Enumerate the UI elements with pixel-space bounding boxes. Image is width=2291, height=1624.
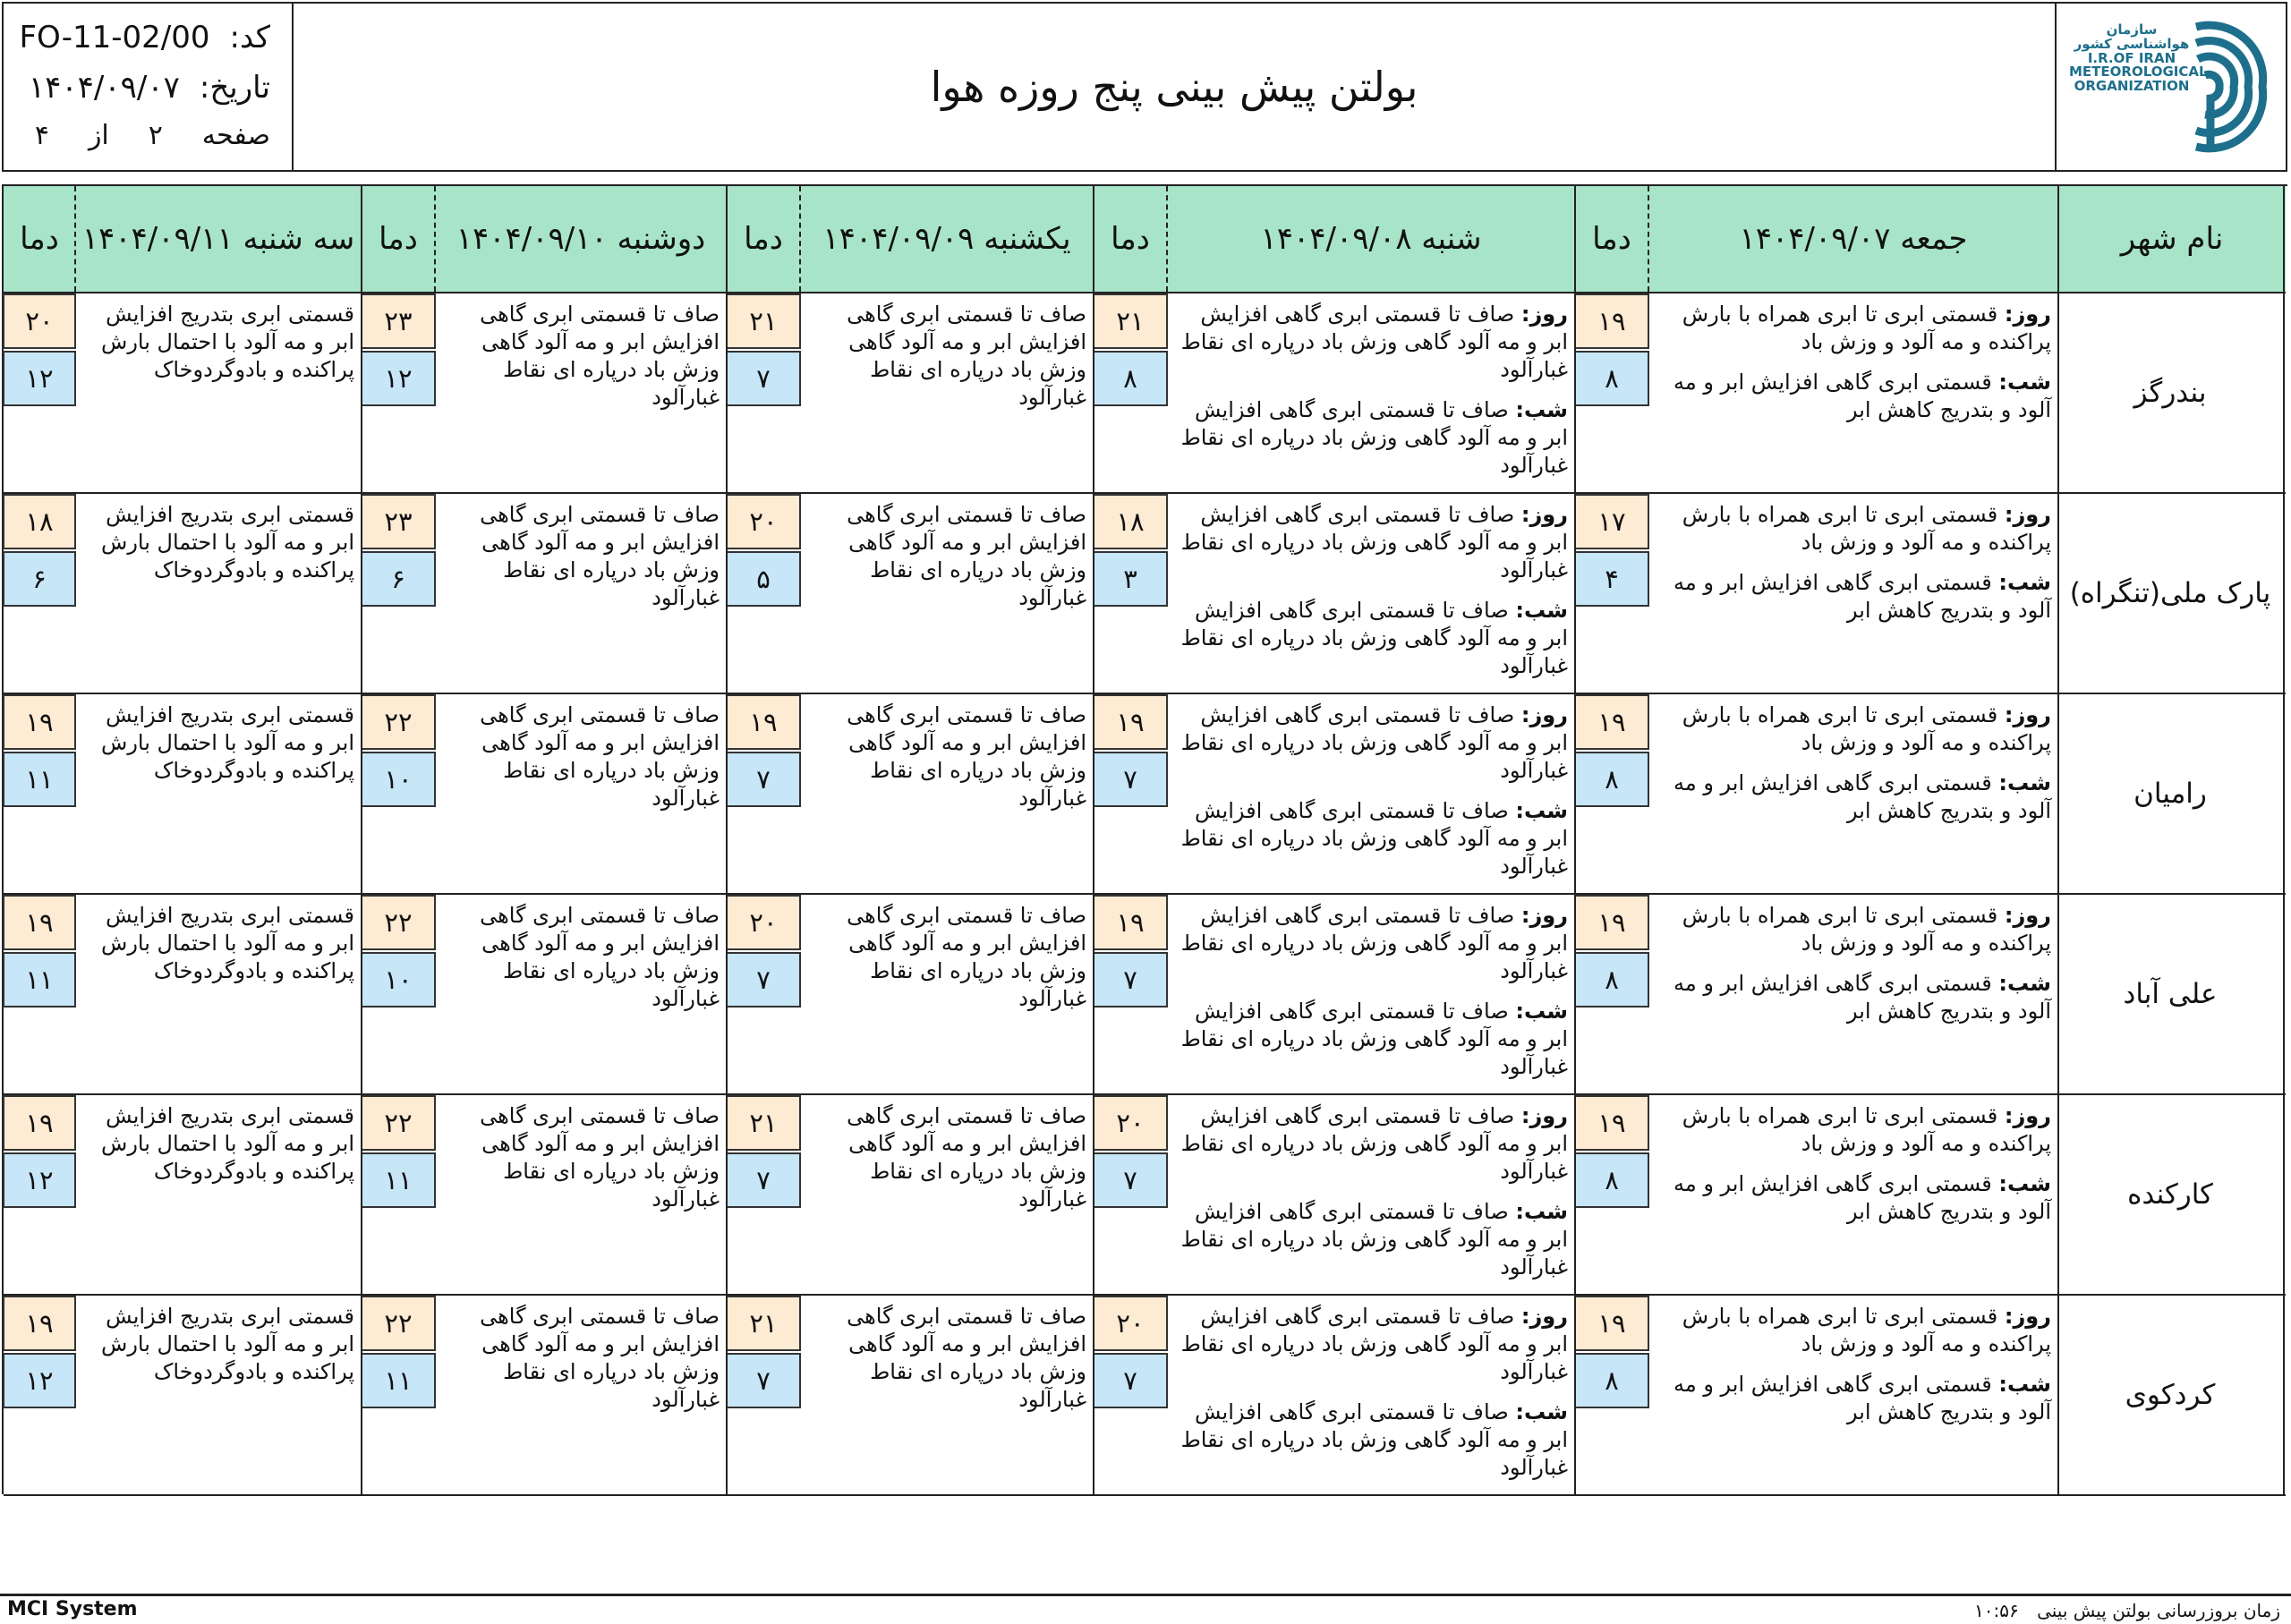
forecast-text (807, 1102, 1086, 1213)
forecast-text (442, 1303, 720, 1414)
day-column-header: جمعه ۱۴۰۴/۰۹/۰۷ (1739, 221, 1968, 257)
forecast-text (1174, 501, 1568, 693)
temperature-divider (434, 186, 436, 292)
forecast-summary-text: صاف تا قسمتی ابری گاهی افزایش ابر و مه آلود گاهی وزش باد درپاره ای نقاط غبارآلود (480, 302, 720, 410)
max-temperature: ۲۰ (726, 494, 801, 549)
forecast-text (1656, 1303, 2051, 1439)
forecast-summary-text: صاف تا قسمتی ابری گاهی افزایش ابر و مه آلود گاهی وزش باد درپاره ای نقاط غبارآلود (847, 1304, 1086, 1412)
city-name: رامیان (2133, 778, 2207, 810)
night-label: شب: (1998, 1372, 2051, 1397)
max-temperature: ۲۲ (361, 1296, 436, 1351)
forecast-text (442, 701, 720, 812)
day-column-header: شنبه ۱۴۰۴/۰۹/۰۸ (1260, 221, 1482, 257)
column-divider (1093, 186, 1094, 1494)
max-temperature: ۱۹ (1574, 1095, 1649, 1151)
day-forecast-text: صاف تا قسمتی ابری گاهی افزایش ابر و مه آلود گاهی وزش باد درپاره ای نقاط غبارآلود (1180, 1103, 1568, 1184)
day-column-header: سه شنبه ۱۴۰۴/۰۹/۱۱ (81, 221, 355, 257)
min-temperature: ۷ (726, 1353, 801, 1408)
day-forecast-text: صاف تا قسمتی ابری گاهی افزایش ابر و مه آلود گاهی وزش باد درپاره ای نقاط غبارآلود (1180, 903, 1568, 983)
day-forecast (1656, 701, 2051, 757)
forecast-text (1174, 902, 1568, 1093)
forecast-text (82, 501, 354, 584)
day-forecast (1656, 301, 2051, 356)
min-temperature: ۳ (1093, 551, 1168, 607)
min-temperature: ۵ (726, 551, 801, 607)
forecast-text (82, 701, 354, 785)
city-name: پارک ملی(تنگراه) (2069, 577, 2271, 609)
min-temperature: ۸ (1574, 351, 1649, 406)
max-temperature: ۱۹ (3, 1296, 76, 1351)
min-temperature: ۱۲ (361, 351, 436, 406)
forecast-text (1174, 301, 1568, 492)
forecast-table (2, 184, 2287, 1494)
city-name: کارکنده (2127, 1178, 2213, 1211)
min-temperature: ۱۱ (3, 952, 76, 1008)
organization-logo (2055, 4, 2286, 170)
forecast-summary-text: صاف تا قسمتی ابری گاهی افزایش ابر و مه آلود گاهی وزش باد درپاره ای نقاط غبارآلود (480, 502, 720, 610)
night-forecast-text: صاف تا قسمتی ابری گاهی افزایش ابر و مه آلود گاهی وزش باد درپاره ای نقاط غبارآلود (1180, 798, 1568, 879)
min-temperature: ۷ (726, 1152, 801, 1208)
forecast-text (82, 1303, 354, 1386)
day-forecast-text: قسمتی ابری تا ابری همراه با بارش پراکنده و مه آلود و وزش باد (1682, 302, 2051, 354)
min-temperature: ۷ (726, 952, 801, 1008)
night-forecast-text: صاف تا قسمتی ابری گاهی افزایش ابر و مه آلود گاهی وزش باد درپاره ای نقاط غبارآلود (1180, 1399, 1568, 1480)
day-forecast-text: صاف تا قسمتی ابری گاهی افزایش ابر و مه آلود گاهی وزش باد درپاره ای نقاط غبارآلود (1180, 702, 1568, 783)
forecast-summary-text: قسمتی ابری بتدریج افزایش ابر و مه آلود با احتمال بارش پراکنده و بادوگردوخاک (101, 1304, 354, 1384)
min-temperature: ۷ (726, 752, 801, 807)
forecast-summary-text: قسمتی ابری بتدریج افزایش ابر و مه آلود با احتمال بارش پراکنده و بادوگردوخاک (101, 903, 354, 983)
night-label: شب: (1515, 1199, 1568, 1224)
forecast-text (1174, 1102, 1568, 1294)
forecast-text (1656, 1102, 2051, 1238)
day-forecast-text: صاف تا قسمتی ابری گاهی افزایش ابر و مه آلود گاهی وزش باد درپاره ای نقاط غبارآلود (1180, 302, 1568, 382)
night-forecast-text: صاف تا قسمتی ابری گاهی افزایش ابر و مه آلود گاهی وزش باد درپاره ای نقاط غبارآلود (1180, 999, 1568, 1079)
forecast-summary-text: قسمتی ابری بتدریج افزایش ابر و مه آلود با احتمال بارش پراکنده و بادوگردوخاک (101, 502, 354, 582)
logo-english-line-1: I.R.OF IRAN (2087, 49, 2176, 66)
code-label: کد: (229, 20, 270, 55)
day-label: روز: (2004, 1304, 2051, 1329)
forecast-summary-text: صاف تا قسمتی ابری گاهی افزایش ابر و مه آلود گاهی وزش باد درپاره ای نقاط غبارآلود (847, 502, 1086, 610)
date-row (29, 70, 270, 106)
temperature-column-header: دما (744, 221, 783, 257)
night-label: شب: (1998, 971, 2051, 996)
city-row (4, 1095, 2286, 1296)
forecast-summary-text: قسمتی ابری بتدریج افزایش ابر و مه آلود با احتمال بارش پراکنده و بادوگردوخاک (101, 1103, 354, 1184)
forecast-summary-text: صاف تا قسمتی ابری گاهی افزایش ابر و مه آلود گاهی وزش باد درپاره ای نقاط غبارآلود (847, 302, 1086, 410)
forecast-text (442, 301, 720, 412)
city-row (4, 694, 2286, 895)
forecast-text (82, 1102, 354, 1186)
forecast-text (82, 301, 354, 384)
max-temperature: ۱۷ (1574, 494, 1649, 549)
night-forecast-text: قسمتی ابری گاهی افزایش ابر و مه آلود و بتدریج کاهش ابر (1673, 1171, 2051, 1224)
night-forecast (1174, 1399, 1568, 1482)
night-forecast (1656, 369, 2051, 424)
max-temperature: ۱۹ (1093, 694, 1168, 750)
city-row (4, 293, 2286, 494)
forecast-text (807, 902, 1086, 1013)
min-temperature: ۴ (1574, 551, 1649, 607)
city-name: علی آباد (2123, 978, 2218, 1010)
max-temperature: ۱۹ (726, 694, 801, 750)
day-label: روز: (1520, 903, 1568, 928)
city-column-header: نام شهر (2120, 221, 2224, 257)
column-divider (361, 186, 362, 1494)
max-temperature: ۲۰ (1093, 1095, 1168, 1151)
max-temperature: ۲۱ (726, 293, 801, 349)
forecast-text (82, 902, 354, 985)
night-label: شب: (1515, 999, 1568, 1024)
max-temperature: ۲۰ (1093, 1296, 1168, 1351)
max-temperature: ۱۹ (1574, 694, 1649, 750)
night-forecast-text: قسمتی ابری گاهی افزایش ابر و مه آلود و بتدریج کاهش ابر (1673, 971, 2051, 1024)
forecast-text (1174, 1303, 1568, 1494)
min-temperature: ۸ (1574, 752, 1649, 807)
day-forecast-text: صاف تا قسمتی ابری گاهی افزایش ابر و مه آلود گاهی وزش باد درپاره ای نقاط غبارآلود (1180, 1304, 1568, 1384)
night-forecast (1174, 396, 1568, 480)
column-divider (726, 186, 728, 1494)
temperature-divider (74, 186, 76, 292)
min-temperature: ۱۱ (3, 752, 76, 807)
day-forecast (1656, 501, 2051, 557)
city-name: کردکوی (2125, 1379, 2216, 1411)
code-row (19, 20, 270, 55)
forecast-text (807, 1303, 1086, 1414)
day-label: روز: (1520, 1304, 1568, 1329)
min-temperature: ۸ (1574, 1152, 1649, 1208)
footer (0, 1594, 2291, 1624)
min-temperature: ۶ (3, 551, 76, 607)
day-forecast (1656, 1303, 2051, 1358)
night-forecast-text: صاف تا قسمتی ابری گاهی افزایش ابر و مه آلود گاهی وزش باد درپاره ای نقاط غبارآلود (1180, 598, 1568, 678)
column-divider (1574, 186, 1576, 1494)
night-forecast-text: قسمتی ابری گاهی افزایش ابر و مه آلود و بتدریج کاهش ابر (1673, 1372, 2051, 1424)
day-forecast (1656, 1102, 2051, 1158)
night-forecast-text: قسمتی ابری گاهی افزایش ابر و مه آلود و بتدریج کاهش ابر (1673, 370, 2051, 422)
day-label: روز: (1520, 702, 1568, 727)
logo-english-line-3: ORGANIZATION (2074, 78, 2190, 94)
forecast-summary-text: صاف تا قسمتی ابری گاهی افزایش ابر و مه آلود گاهی وزش باد درپاره ای نقاط غبارآلود (480, 903, 720, 1011)
day-label: روز: (1520, 302, 1568, 327)
day-column-header: یکشنبه ۱۴۰۴/۰۹/۰۹ (822, 221, 1071, 257)
night-forecast-text: قسمتی ابری گاهی افزایش ابر و مه آلود و بتدریج کاهش ابر (1673, 570, 2051, 623)
temperature-column-header: دما (1111, 221, 1150, 257)
max-temperature: ۲۰ (726, 895, 801, 950)
night-forecast-text: صاف تا قسمتی ابری گاهی افزایش ابر و مه آلود گاهی وزش باد درپاره ای نقاط غبارآلود (1180, 397, 1568, 478)
night-forecast (1174, 1198, 1568, 1281)
page-current: ۲ (148, 120, 163, 151)
day-forecast (1174, 1102, 1568, 1186)
night-label: شب: (1998, 570, 2051, 595)
max-temperature: ۲۳ (361, 494, 436, 549)
min-temperature: ۱۲ (3, 1353, 76, 1408)
day-forecast-text: قسمتی ابری تا ابری همراه با بارش پراکنده و مه آلود و وزش باد (1682, 903, 2051, 956)
max-temperature: ۱۸ (1093, 494, 1168, 549)
column-divider (2057, 186, 2059, 1494)
temperature-divider (1648, 186, 1649, 292)
max-temperature: ۱۸ (3, 494, 76, 549)
min-temperature: ۷ (1093, 1353, 1168, 1408)
night-label: شب: (1515, 1399, 1568, 1424)
day-label: روز: (1520, 1103, 1568, 1128)
day-forecast (1174, 1303, 1568, 1386)
forecast-text (442, 902, 720, 1013)
night-forecast (1656, 569, 2051, 625)
logo-english-line-2: METEOROLOGICAL (2069, 64, 2208, 81)
forecast-text (807, 301, 1086, 412)
max-temperature: ۲۱ (1093, 293, 1168, 349)
forecast-text (1174, 701, 1568, 893)
forecast-summary-text: صاف تا قسمتی ابری گاهی افزایش ابر و مه آلود گاهی وزش باد درپاره ای نقاط غبارآلود (847, 1103, 1086, 1212)
day-forecast-text: صاف تا قسمتی ابری گاهی افزایش ابر و مه آلود گاهی وزش باد درپاره ای نقاط غبارآلود (1180, 502, 1568, 582)
night-label: شب: (1515, 598, 1568, 623)
min-temperature: ۱۰ (361, 952, 436, 1008)
logo-text (2069, 21, 2208, 94)
max-temperature: ۱۹ (1574, 1296, 1649, 1351)
forecast-text (1656, 902, 2051, 1038)
min-temperature: ۱۲ (3, 1152, 76, 1208)
day-label: روز: (2004, 1103, 2051, 1128)
temperature-divider (1166, 186, 1168, 292)
update-time-value: ۱۰:۵۶ (1974, 1600, 2019, 1621)
night-forecast (1656, 1170, 2051, 1226)
forecast-summary-text: صاف تا قسمتی ابری گاهی افزایش ابر و مه آلود گاهی وزش باد درپاره ای نقاط غبارآلود (480, 702, 720, 811)
night-forecast (1174, 797, 1568, 880)
min-temperature: ۷ (1093, 952, 1168, 1008)
day-forecast-text: قسمتی ابری تا ابری همراه با بارش پراکنده و مه آلود و وزش باد (1682, 1103, 2051, 1156)
forecast-summary-text: قسمتی ابری بتدریج افزایش ابر و مه آلود با احتمال بارش پراکنده و بادوگردوخاک (101, 702, 354, 783)
min-temperature: ۸ (1093, 351, 1168, 406)
table-header-row (4, 186, 2286, 293)
night-label: شب: (1998, 770, 2051, 795)
min-temperature: ۱۱ (361, 1152, 436, 1208)
forecast-text (1656, 301, 2051, 437)
day-forecast (1174, 701, 1568, 785)
day-forecast-text: قسمتی ابری تا ابری همراه با بارش پراکنده و مه آلود و وزش باد (1682, 702, 2051, 755)
forecast-summary-text: قسمتی ابری بتدریج افزایش ابر و مه آلود با احتمال بارش پراکنده و بادوگردوخاک (101, 302, 354, 382)
night-forecast-text: قسمتی ابری گاهی افزایش ابر و مه آلود و بتدریج کاهش ابر (1673, 770, 2051, 823)
page-label: صفحه (201, 120, 270, 151)
temperature-column-header: دما (379, 221, 418, 257)
day-forecast (1656, 902, 2051, 957)
max-temperature: ۲۳ (361, 293, 436, 349)
day-forecast (1174, 301, 1568, 384)
max-temperature: ۲۰ (3, 293, 76, 349)
night-label: شب: (1515, 798, 1568, 823)
forecast-summary-text: صاف تا قسمتی ابری گاهی افزایش ابر و مه آلود گاهی وزش باد درپاره ای نقاط غبارآلود (480, 1103, 720, 1212)
temperature-divider (799, 186, 801, 292)
night-label: شب: (1998, 370, 2051, 395)
temperature-column-header: دما (20, 221, 59, 257)
min-temperature: ۱۱ (361, 1353, 436, 1408)
forecast-summary-text: صاف تا قسمتی ابری گاهی افزایش ابر و مه آلود گاهی وزش باد درپاره ای نقاط غبارآلود (847, 903, 1086, 1011)
night-forecast (1174, 998, 1568, 1081)
min-temperature: ۸ (1574, 952, 1649, 1008)
date-label: تاریخ: (199, 70, 270, 106)
forecast-text (442, 501, 720, 612)
footer-update-time (1974, 1600, 2280, 1621)
max-temperature: ۱۹ (3, 895, 76, 950)
city-name: بندرگز (2133, 377, 2207, 409)
min-temperature: ۷ (726, 351, 801, 406)
city-row (4, 494, 2286, 694)
min-temperature: ۸ (1574, 1353, 1649, 1408)
max-temperature: ۲۱ (726, 1095, 801, 1151)
column-divider (2283, 186, 2285, 1494)
day-label: روز: (2004, 702, 2051, 727)
night-label: شب: (1998, 1171, 2051, 1196)
day-label: روز: (2004, 302, 2051, 327)
footer-system-name: MCI System (7, 1598, 138, 1620)
update-time-label: زمان بروزرسانی بولتن پیش بینی (2037, 1600, 2280, 1621)
forecast-text (807, 701, 1086, 812)
date-value: ۱۴۰۴/۰۹/۰۷ (28, 70, 180, 106)
page-of: از (88, 120, 109, 151)
city-row (4, 895, 2286, 1095)
day-forecast-text: قسمتی ابری تا ابری همراه با بارش پراکنده و مه آلود و وزش باد (1682, 1304, 2051, 1356)
page-total: ۴ (34, 120, 49, 151)
night-forecast-text: صاف تا قسمتی ابری گاهی افزایش ابر و مه آلود گاهی وزش باد درپاره ای نقاط غبارآلود (1180, 1199, 1568, 1280)
temperature-column-header: دما (1592, 221, 1631, 257)
code-value: FO-11-02/00 (19, 20, 210, 55)
night-forecast (1656, 970, 2051, 1025)
night-forecast (1656, 769, 2051, 825)
forecast-text (1656, 501, 2051, 637)
day-forecast (1174, 501, 1568, 584)
max-temperature: ۲۲ (361, 895, 436, 950)
day-label: روز: (2004, 903, 2051, 928)
night-label: شب: (1515, 397, 1568, 422)
page-row (35, 120, 270, 151)
forecast-text (1656, 701, 2051, 838)
day-label: روز: (2004, 502, 2051, 527)
max-temperature: ۱۹ (1574, 895, 1649, 950)
night-forecast (1656, 1371, 2051, 1426)
min-temperature: ۱۰ (361, 752, 436, 807)
logo-persian-name: سازمان هواشناسی کشور (2074, 21, 2190, 52)
day-column-header: دوشنبه ۱۴۰۴/۰۹/۱۰ (456, 221, 706, 257)
bulletin-title: بولتن پیش بینی پنج روزه هوا (930, 63, 1418, 111)
forecast-summary-text: صاف تا قسمتی ابری گاهی افزایش ابر و مه آلود گاهی وزش باد درپاره ای نقاط غبارآلود (480, 1304, 720, 1412)
min-temperature: ۷ (1093, 1152, 1168, 1208)
min-temperature: ۷ (1093, 752, 1168, 807)
min-temperature: ۶ (361, 551, 436, 607)
max-temperature: ۱۹ (1093, 895, 1168, 950)
bulletin-header (2, 2, 2287, 172)
day-forecast (1174, 902, 1568, 985)
max-temperature: ۱۹ (1574, 293, 1649, 349)
forecast-text (807, 501, 1086, 612)
night-forecast (1174, 597, 1568, 680)
document-meta (4, 4, 294, 170)
day-label: روز: (1520, 502, 1568, 527)
max-temperature: ۲۲ (361, 1095, 436, 1151)
max-temperature: ۲۲ (361, 694, 436, 750)
forecast-summary-text: صاف تا قسمتی ابری گاهی افزایش ابر و مه آلود گاهی وزش باد درپاره ای نقاط غبارآلود (847, 702, 1086, 811)
max-temperature: ۲۱ (726, 1296, 801, 1351)
forecast-text (442, 1102, 720, 1213)
city-row (4, 1296, 2286, 1496)
min-temperature: ۱۲ (3, 351, 76, 406)
max-temperature: ۱۹ (3, 694, 76, 750)
day-forecast-text: قسمتی ابری تا ابری همراه با بارش پراکنده و مه آلود و وزش باد (1682, 502, 2051, 555)
max-temperature: ۱۹ (3, 1095, 76, 1151)
